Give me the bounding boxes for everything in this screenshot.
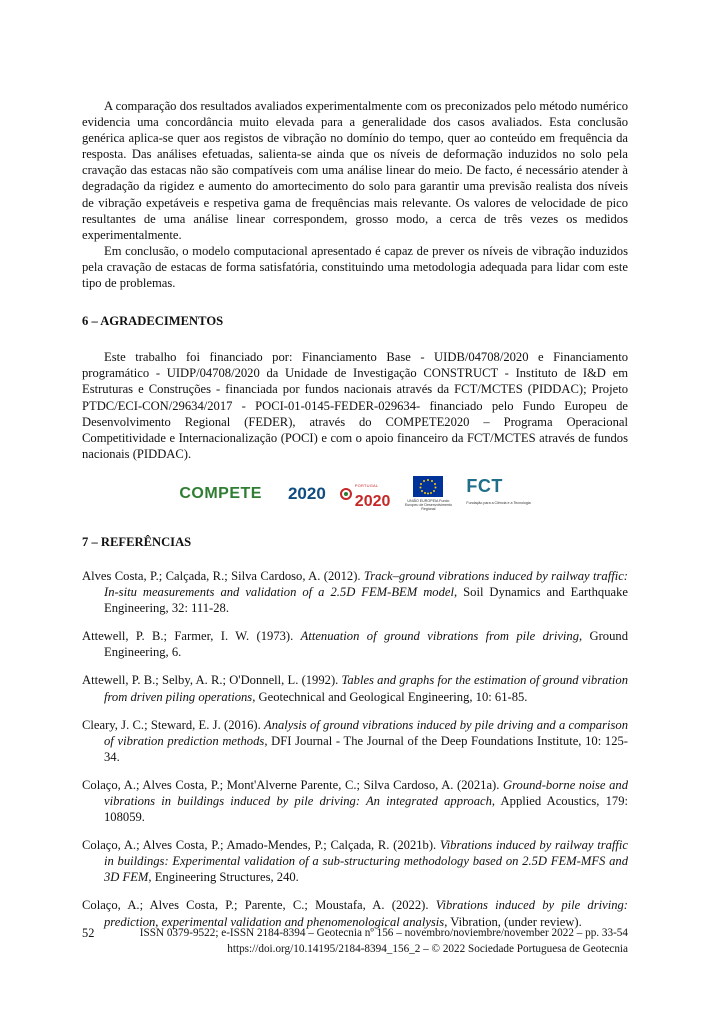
reference-item xyxy=(82,628,628,660)
reference-authors: Attewell, P. B.; Selby, A. R.; O'Donnell, L. (1992). xyxy=(82,673,342,688)
body-paragraph-1: A comparação dos resultados avaliados experimentalmente com os preconizados pelo método numérico evidencia uma concordância muito elevada para a generalidade dos casos avaliados. Esta conclusão genérica aplica-se quer aos registos de vibração no domínio do tempo, quer ao conteúdo em frequência da resposta. Das análises efetuadas, salienta-se ainda que os níveis de deformação induzidos no solo pela cravação das estacas não são compatíveis com uma análise linear do meio. De facto, é necessário atender à degradação da rigidez e aumento do amortecimento do solo para garantir uma previsão realista dos níveis de vibração expetáveis e respetiva gama de frequências mais relevante. Os valores de velocidade de pico resultantes de uma análise linear correspondem, grosso modo, a cerca de três vezes os medidos experimentalmente. xyxy=(82,99,628,242)
reference-title: Ground-borne noise and vibrations in buildings induced by pile driving: An integrated approach xyxy=(104,777,628,808)
reference-authors: Attewell, P. B.; Farmer, I. W. (1973). xyxy=(82,629,301,644)
portugal-2020-logo xyxy=(340,478,391,510)
portugal-swirl-icon xyxy=(340,488,352,500)
reference-source: , Applied Acoustics, 179: 108059. xyxy=(104,794,628,825)
reference-title: Vibrations induced by pile driving: prediction, experimental validation and phenomenological analysis xyxy=(104,898,628,929)
reference-authors: Colaço, A.; Alves Costa, P.; Parente, C.; Moustafa, A. (2022). xyxy=(82,898,436,913)
reference-title: Track–ground vibrations induced by railway traffic: In-situ measurements and validation of a 2.5D FEM-BEM model xyxy=(104,568,629,600)
reference-source: , Vibration, (under review). xyxy=(444,914,582,929)
compete-2020-logo xyxy=(179,483,326,503)
compete-logo-top: COMPETE xyxy=(179,484,262,502)
issn-line: ISSN 0379-9522; e-ISSN 2184-8394 – Geotecnia nº 156 – novembro/noviembre/november 2022 – pp. 33-54 xyxy=(139,927,628,939)
fct-logo xyxy=(466,477,530,511)
reference-title: Vibrations induced by railway traffic in buildings: Experimental validation of a sub-structuring methodology based on 2.5D FEM-MFS and 3D FEM xyxy=(104,838,629,885)
references-heading: 7 – REFERÊNCIAS xyxy=(82,534,192,549)
page-content xyxy=(82,98,628,942)
funding-logos xyxy=(82,472,628,516)
reference-item xyxy=(82,568,628,616)
acknowledgements-heading: 6 – AGRADECIMENTOS xyxy=(82,314,224,329)
reference-item xyxy=(82,897,628,929)
reference-item xyxy=(82,777,628,825)
reference-title: Attenuation of ground vibrations from pile driving xyxy=(300,629,579,644)
reference-item xyxy=(82,717,628,765)
reference-source: , Geotechnical and Geological Engineering, 10: 61-85. xyxy=(252,689,528,704)
reference-authors: Colaço, A.; Alves Costa, P.; Amado-Mendes, P.; Calçada, R. (2021b). xyxy=(82,838,440,853)
eu-flag-icon xyxy=(413,476,443,497)
reference-source: , Engineering Structures, 240. xyxy=(148,870,299,885)
acknowledgements-text: Este trabalho foi financiado por: Financiamento Base - UIDB/04708/2020 e Financiamento programático - UIDP/04708/2020 da Unidade de Investigação CONSTRUCT - Instituto de I&D em Estruturas e Construções - financiada por fundos nacionais através da FCT/MCTES (PIDDAC); Projeto PTDC/ECI-CON/29634/2017 - POCI-01-0145-FEDER-029634- financiado pelo Fundo Europeu de Desenvolvimento Regional (FEDER), através do COMPETE2020 – Programa Operacional Competitividade e Internacionalização (POCI) e com o apoio financeiro da FCT/MCTES através de fundos nacionais (PIDDAC). xyxy=(82,350,628,461)
body-paragraph-2: Em conclusão, o modelo computacional apresentado é capaz de prever os níveis de vibração induzidos pela cravação de estacas de forma satisfatória, constituindo uma metodologia adequada para lidar com este tipo de problemas. xyxy=(82,243,628,291)
fct-logo-subtitle: Fundação para a Ciência e a Tecnologia xyxy=(466,500,531,505)
compete-logo-year: 2020 xyxy=(287,483,326,503)
reference-title: Analysis of ground vibrations induced by pile driving and a comparison of vibration prediction methods xyxy=(104,717,628,748)
reference-source: , Soil Dynamics and Earthquake Engineering, 32: 111-28. xyxy=(104,585,628,616)
reference-authors: Cleary, J. C.; Steward, E. J. (2016). xyxy=(82,717,265,732)
page-footer xyxy=(82,926,628,957)
eu-logo-text: UNIÃO EUROPEIA Fundo Europeu de Desenvolvimento Regional xyxy=(404,499,452,512)
fct-logo-text: FCT xyxy=(466,475,503,496)
portugal-logo-label: PORTUGAL xyxy=(354,482,379,488)
portugal-logo-year: 2020 xyxy=(354,492,391,510)
reference-item xyxy=(82,837,628,885)
reference-source: , Ground Engineering, 6. xyxy=(104,629,628,660)
reference-title: Tables and graphs for the estimation of ground vibration from driven piling operations xyxy=(104,673,628,704)
reference-item xyxy=(82,672,628,704)
doi-line: https://doi.org/10.14195/2184-8394_156_2 – © 2022 Sociedade Portuguesa de Geotecnia xyxy=(227,942,628,955)
reference-authors: Alves Costa, P.; Calçada, R.; Silva Cardoso, A. (2012). xyxy=(82,568,364,583)
reference-source: , DFI Journal - The Journal of the Deep Foundations Institute, 10: 125-34. xyxy=(104,733,628,764)
page-number: 52 xyxy=(82,926,95,940)
european-union-logo xyxy=(404,476,452,511)
references-list xyxy=(82,568,628,930)
reference-authors: Colaço, A.; Alves Costa, P.; Mont'Alverne Parente, C.; Silva Cardoso, A. (2021a). xyxy=(82,777,503,792)
